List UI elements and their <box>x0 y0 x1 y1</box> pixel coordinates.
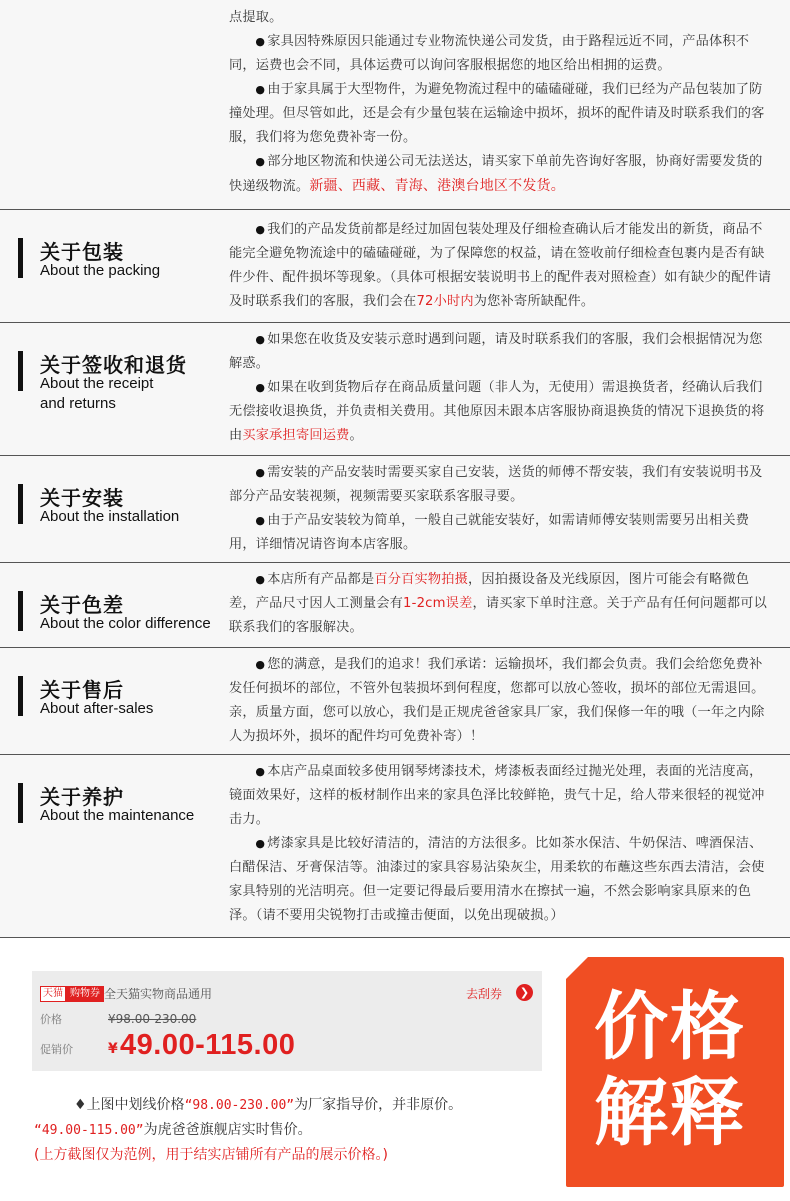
price-title-line-1: 价格 <box>594 984 746 1070</box>
price-note-line-2: “49.00-115.00”为虎爸爸旗舰店实时售价。 <box>34 1122 312 1138</box>
chevron-right-icon[interactable]: ❯ <box>516 984 533 1001</box>
maintenance-para-1: ● 本店产品桌面较多使用钢琴烤漆技术，烤漆板表面经过抛光处理，表面的光洁度高，镜面效果好，这样的板材制作出来的家具色泽比较鲜艳，贵气十足，给人带来很轻的视觉冲击力。 <box>229 764 765 827</box>
packing-title-zh: 关于包装 <box>40 240 124 264</box>
heading-bar <box>18 783 23 823</box>
maintenance-title-zh: 关于养护 <box>40 785 124 809</box>
packing-body <box>229 218 775 314</box>
installation-title-en: About the installation <box>40 508 180 525</box>
packing-title-en: About the packing <box>40 262 161 279</box>
shipping-body <box>229 6 775 199</box>
coupon-card <box>32 971 542 1071</box>
real-photo-note: 百分百实物拍摄 <box>374 572 469 587</box>
aftersales-title-en: About after-sales <box>40 700 154 717</box>
price-explanation-banner <box>566 957 784 1187</box>
tmall-badge <box>40 986 104 1002</box>
color-title-zh: 关于色差 <box>40 593 124 617</box>
receipt-heading <box>0 323 225 455</box>
maintenance-title-en: About the maintenance <box>40 807 195 824</box>
corner-notch <box>566 957 588 979</box>
bullet-icon: ● <box>255 155 266 168</box>
bullet-icon: ● <box>255 573 266 586</box>
shopping-voucher-badge: 购物券 <box>66 986 104 1002</box>
bullet-icon: ● <box>255 514 266 527</box>
receipt-para-1: ● 如果您在收货及安装示意时遇到问题，请及时联系我们的客服，我们会根据情况为您解惑。 <box>229 332 763 371</box>
installation-para-2: ● 由于产品安装较为简单，一般自己就能安装好，如需请师傅安装则需要另出相关费用，详细情况请咨询本店客服。 <box>229 513 750 552</box>
receipt-title-en-1: About the receipt <box>40 375 154 392</box>
color-body <box>229 568 775 640</box>
receipt-section <box>0 323 790 456</box>
bullet-icon: ● <box>255 837 266 850</box>
shipping-section-continued <box>0 0 790 210</box>
original-price: ¥98.00-230.00 <box>108 1012 197 1026</box>
packing-para-1: ● 我们的产品发货前都是经过加固包装处理及仔细检查确认后才能发出的新货，商品不能完全避免物流途中的磕磕碰碰，为了保障您的权益，请在签收前仔细检查包裹内是否有缺件少件、配件损坏等现象。（具体可根据安装说明书上的配件表对照检查）如有缺少的配件请及时联系我们的客服，我们会在72小时内为您补寄所缺配件。 <box>229 222 772 309</box>
installation-section <box>0 456 790 563</box>
promo-price-label: 促销价 <box>40 1043 73 1056</box>
no-delivery-regions: 新疆、西藏、青海、港澳台地区不发货。 <box>309 178 565 194</box>
packing-heading <box>0 210 225 322</box>
color-section <box>0 563 790 648</box>
bullet-icon: ● <box>255 35 266 48</box>
aftersales-section <box>0 648 790 755</box>
heading-bar <box>18 676 23 716</box>
bullet-icon: ● <box>255 658 266 671</box>
guide-price: “98.00-230.00” <box>184 1098 295 1113</box>
diamond-icon: ♦ <box>74 1097 87 1113</box>
heading-bar <box>18 351 23 391</box>
price-note-line-1: ♦上图中划线价格“98.00-230.00”为厂家指导价，并非原价。 <box>74 1097 463 1113</box>
shipping-para-2: ● 由于家具属于大型物件，为避免物流过程中的磕磕碰碰，我们已经为产品包装加了防撞处理。但尽管如此，还是会有少量包装在运输途中损坏，损坏的配件请及时联系我们的客服，我们将为您免费补寄一份。 <box>229 82 765 145</box>
real-price: “49.00-115.00” <box>34 1123 144 1138</box>
price-label: 价格 <box>40 1013 62 1026</box>
tmall-badge-label: 天猫 <box>40 986 66 1002</box>
packing-72h: 72小时内 <box>416 294 474 309</box>
aftersales-heading <box>0 648 225 754</box>
shipping-para-0: 点提取。 <box>229 10 283 25</box>
bullet-icon: ● <box>255 333 266 346</box>
receipt-body <box>229 328 775 448</box>
aftersales-body <box>229 653 775 749</box>
receipt-para-2: ● 如果在收到货物后存在商品质量问题（非人为，无使用）需退换货者，经确认后我们无偿接收退换货，并负责相关费用。其他原因未跟本店客服协商退换货的情况下退换货的将由买家承担寄回运费。 <box>229 380 765 443</box>
coupon-note: 全天猫实物商品通用 <box>104 987 213 1001</box>
maintenance-para-2: ● 烤漆家具是比较好清洁的，清洁的方法很多。比如茶水保洁、牛奶保洁、啤酒保洁、白醋保洁、牙膏保洁等。油漆过的家具容易沾染灰尘，用柔软的布蘸这些东西去清洁，会使家具特别的光洁明亮。但一定要记得最后要用清水在擦拭一遍，不然会影响家具原来的色泽。（请不要用尖锐物打击或撞击便面，以免出现破损。） <box>229 836 765 923</box>
heading-bar <box>18 484 23 524</box>
installation-heading <box>0 456 225 562</box>
heading-bar <box>18 591 23 631</box>
maintenance-body <box>229 760 775 928</box>
shipping-para-1: ● 家具因特殊原因只能通过专业物流快递公司发货，由于路程远近不同，产品体积不同，运费也会不同，具体运费可以询问客服根据您的地区给出相拥的运费。 <box>229 34 750 73</box>
installation-title-zh: 关于安装 <box>40 486 124 510</box>
heading-bar <box>18 238 23 278</box>
scratch-coupon-link[interactable]: 去刮券 <box>466 987 503 1001</box>
installation-para-1: ● 需安装的产品安装时需要买家自己安装，送货的师傅不帮安装，我们有安装说明书及部分产品安装视频，视频需要买家联系客服寻要。 <box>229 465 763 504</box>
bullet-icon: ● <box>255 765 266 778</box>
shipping-para-3: ● 部分地区物流和快递公司无法送达，请买家下单前先咨询好客服，协商好需要发货的快递级物流。新疆、西藏、青海、港澳台地区不发货。 <box>229 154 763 194</box>
receipt-title-zh: 关于签收和退货 <box>40 353 187 377</box>
price-note-line-3: (上方截图仅为范例，用于结实店铺所有产品的展示价格。) <box>34 1147 388 1163</box>
receipt-title-en-2: and returns <box>40 395 116 412</box>
size-error-note: 1-2cm误差 <box>403 596 473 611</box>
maintenance-section <box>0 755 790 938</box>
installation-body <box>229 461 775 557</box>
price-notes <box>34 1093 554 1167</box>
color-para-1: ● 本店所有产品都是百分百实物拍摄，因拍摄设备及光线原因，图片可能会有略微色差，产品尺寸因人工测量会有1-2cm误差，请买家下单时注意。关于产品有任何问题都可以联系我们的客服解决。 <box>229 572 767 635</box>
bullet-icon: ● <box>255 381 266 394</box>
bullet-icon: ● <box>255 223 266 236</box>
color-heading <box>0 563 225 647</box>
aftersales-title-zh: 关于售后 <box>40 678 124 702</box>
packing-section <box>0 210 790 323</box>
aftersales-para-1: ● 您的满意，是我们的追求！我们承诺：运输损坏，我们都会负责。我们会给您免费补发任何损坏的部位，不管外包装损坏到何程度，您都可以放心签收，损坏的部位无需退回。亲，质量方面，您可以放心，我们是正规虎爸爸家具厂家，我们保修一年的哦（一年之内除人为损坏外，损坏的配件均可免费补寄）！ <box>229 657 765 744</box>
bullet-icon: ● <box>255 83 266 96</box>
bullet-icon: ● <box>255 466 266 479</box>
price-title-line-2: 解释 <box>594 1070 746 1156</box>
buyer-pays-return: 买家承担寄回运费 <box>242 428 350 443</box>
maintenance-heading <box>0 755 225 937</box>
color-title-en: About the color difference <box>40 615 211 632</box>
promo-price: 49.00-115.00 <box>120 1029 296 1061</box>
currency-symbol: ¥ <box>108 1041 118 1057</box>
